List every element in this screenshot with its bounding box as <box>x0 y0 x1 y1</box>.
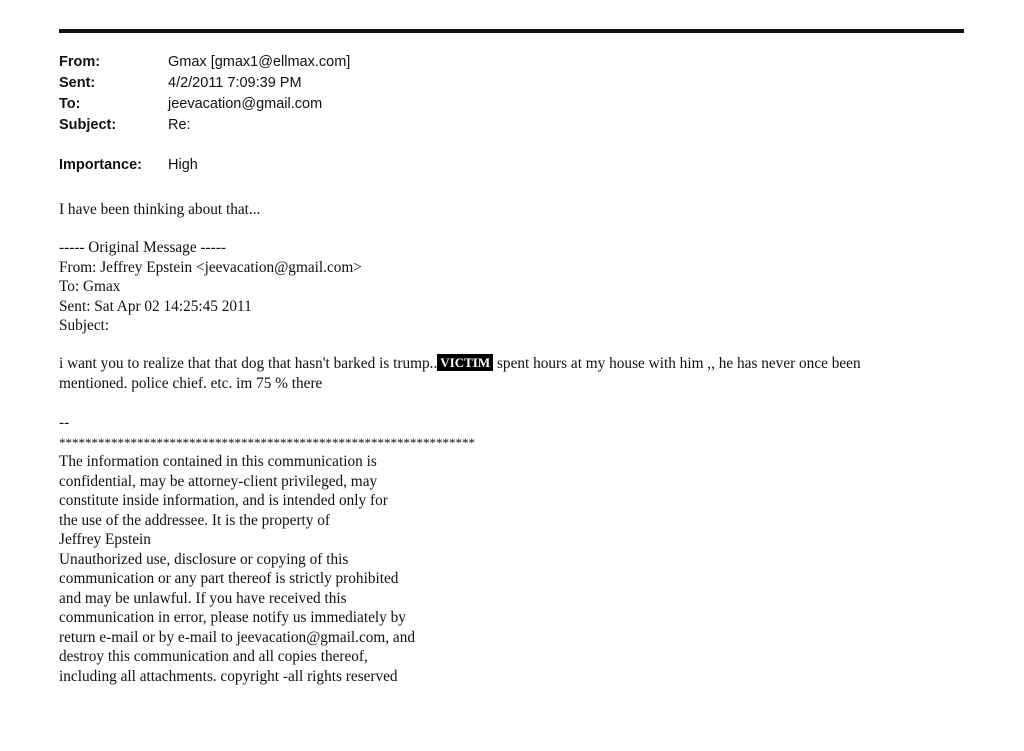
importance-value: High <box>168 157 198 173</box>
original-body-line-2: mentioned. police chief. etc. im 75 % there <box>59 374 323 392</box>
original-message-header <box>59 238 362 336</box>
from-value: Gmax [gmax1@ellmax.com] <box>168 54 351 70</box>
redaction-box: VICTIM <box>437 354 493 371</box>
reply-body <box>59 200 260 220</box>
disclaimer-line: Jeffrey Epstein <box>59 531 151 548</box>
top-rule <box>59 29 964 33</box>
subject-value: Re: <box>168 117 191 133</box>
original-to: To: Gmax <box>59 278 121 295</box>
subject-label: Subject: <box>59 117 117 133</box>
disclaimer-line: constitute inside information, and is intended only for <box>59 492 388 509</box>
disclaimer-line: return e-mail or by e-mail to jeevacation@gmail.com, and <box>59 628 416 646</box>
disclaimer-line: and may be unlawful. If you have received this <box>59 589 347 607</box>
from-label: From: <box>59 54 101 70</box>
signature-dashes: -- <box>59 414 70 431</box>
disclaimer-line: confidential, may be attorney-client privileged, may <box>59 472 378 490</box>
disclaimer-line: including all attachments. copyright -all rights reserved <box>59 667 398 685</box>
disclaimer-line: destroy this communication and all copies thereof, <box>59 648 368 665</box>
to-value: jeevacation@gmail.com <box>168 96 323 112</box>
sent-value: 4/2/2011 7:09:39 PM <box>168 75 302 91</box>
original-sent: Sent: Sat Apr 02 14:25:45 2011 <box>59 297 252 315</box>
original-from: From: Jeffrey Epstein <jeevacation@gmail.com> <box>59 258 362 276</box>
original-body-before: i want you to realize that that dog that hasn't barked is trump.. <box>59 355 438 372</box>
original-body-after: spent hours at my house with him ,, he has never once been <box>496 355 861 372</box>
disclaimer-line: the use of the addressee. It is the property of <box>59 511 331 529</box>
importance-label: Importance: <box>59 157 142 173</box>
to-label: To: <box>59 96 81 112</box>
reply-text: I have been thinking about that... <box>59 201 261 218</box>
original-subject: Subject: <box>59 317 110 334</box>
original-message-body <box>59 354 861 393</box>
signature-block <box>59 413 475 686</box>
original-body-line-1 <box>59 354 861 374</box>
original-separator: ----- Original Message ----- <box>59 239 226 256</box>
sent-label: Sent: <box>59 75 96 91</box>
signature-stars: **************************************************************** <box>59 434 475 450</box>
disclaimer-line: communication in error, please notify us immediately by <box>59 609 406 626</box>
disclaimer-line: communication or any part thereof is strictly prohibited <box>59 570 399 587</box>
disclaimer-line: The information contained in this communication is <box>59 453 377 470</box>
disclaimer-line: Unauthorized use, disclosure or copying of this <box>59 550 349 568</box>
